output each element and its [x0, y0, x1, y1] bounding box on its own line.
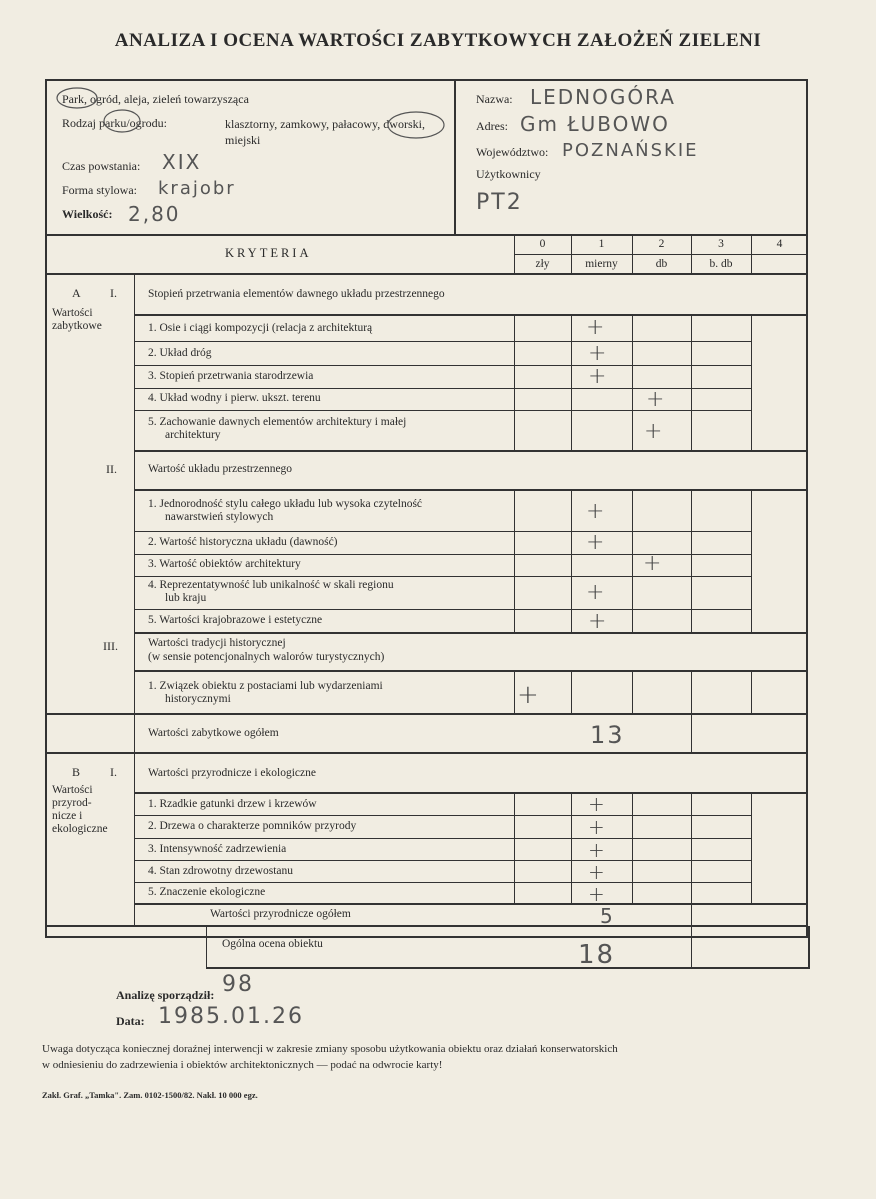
total-a-value: 13: [590, 721, 625, 749]
analyst-label: Analizę sporządził:: [116, 988, 215, 1002]
row-label: 2. Układ dróg: [148, 347, 212, 359]
note-line-1: Uwaga dotycząca koniecznej doraźnej interwencji w zakresie zmiany sposobu użytkowania obiektu oraz działań konserwatorskich: [42, 1043, 618, 1055]
date-label: Data:: [116, 1014, 145, 1028]
forma-value: krajobr: [158, 178, 236, 199]
wojewodztwo-value: POZNAŃSKIE: [562, 140, 699, 161]
uzytkownicy-label: Użytkownicy: [476, 167, 541, 181]
section-b-name-3: nicze i: [52, 810, 83, 822]
nazwa-label: Nazwa:: [476, 92, 513, 106]
row-label: 4. Układ wodny i pierw. ukszt. terenu: [148, 392, 321, 404]
section-a-name-1: Wartości: [52, 307, 93, 319]
row-label: 3. Stopień przetrwania starodrzewia: [148, 370, 314, 382]
row-label-2: historycznymi: [165, 693, 231, 705]
score-2: 2: [658, 238, 665, 250]
score-mark: +: [588, 838, 605, 862]
analyst-value: 98: [222, 972, 254, 997]
score-mark: +: [646, 387, 665, 412]
kryteria-header: KRYTERIA: [225, 246, 312, 260]
nazwa-value: LEDNOGÓRA: [530, 85, 676, 109]
score-mark: +: [588, 609, 607, 634]
score-mark: +: [517, 680, 539, 710]
section-a-letter: A: [72, 286, 81, 300]
dworski-circle: [386, 108, 446, 144]
score-mark: +: [586, 315, 605, 340]
score-1: 1: [598, 238, 605, 250]
score-name-3: b. db: [709, 258, 733, 270]
score-mark: +: [644, 419, 663, 444]
rodzaj-options-2: miejski: [225, 133, 261, 147]
group-2-title: Wartość układu przestrzennego: [148, 463, 293, 475]
row-label: 5. Wartości krajobrazowe i estetyczne: [148, 614, 323, 626]
wojewodztwo-label: Województwo:: [476, 145, 549, 159]
park-circle: [55, 84, 100, 110]
adres-value: Gm ŁUBOWO: [520, 112, 670, 136]
score-mark: +: [643, 551, 662, 576]
section-b-name-1: Wartości: [52, 784, 93, 796]
row-b-label: 4. Stan zdrowotny drzewostanu: [148, 865, 293, 877]
page-title: ANALIZA I OCENA WARTOŚCI ZABYTKOWYCH ZAŁOŻEŃ ZIELENI: [114, 30, 762, 51]
section-b-roman: I.: [110, 765, 117, 779]
score-mark: +: [586, 499, 605, 524]
row-b-label: 2. Drzewa o charakterze pomników przyrody: [148, 820, 357, 832]
uzytkownicy-value: PT2: [476, 190, 523, 215]
czas-value: XIX: [162, 150, 202, 174]
score-mark: +: [586, 580, 605, 605]
date-value: 1985.01.26: [158, 1004, 304, 1029]
park-type-line: Park, ogród, aleja, zieleń towarzysząca: [62, 92, 249, 106]
score-name-2: db: [655, 258, 668, 270]
group-3-title: Wartości tradycji historycznej: [148, 637, 286, 649]
wielkosc-label: Wielkość:: [62, 207, 113, 221]
score-0: 0: [539, 238, 546, 250]
section-b-name-4: ekologiczne: [52, 823, 108, 835]
row-label: 1. Jednorodność stylu całego układu lub wysoka czytelność: [148, 498, 423, 510]
score-mark: +: [588, 860, 605, 884]
rodzaj-options: klasztorny, zamkowy, pałacowy, dworski,: [225, 117, 425, 131]
row-label-2: lub kraju: [165, 592, 207, 604]
row-b-label: 1. Rzadkie gatunki drzew i krzewów: [148, 798, 317, 810]
score-mark: +: [588, 815, 605, 839]
forma-label: Forma stylowa:: [62, 183, 137, 197]
row-label: 1. Związek obiektu z postaciami lub wydarzeniami: [148, 680, 383, 692]
total-b-value: 5: [600, 904, 615, 928]
row-label: 1. Osie i ciągi kompozycji (relacja z architekturą: [148, 322, 373, 334]
row-label: 4. Reprezentatywność lub unikalność w skali regionu: [148, 579, 394, 591]
score-mark: +: [586, 530, 605, 555]
score-mark: +: [588, 882, 605, 906]
row-label: 3. Wartość obiektów architektury: [148, 558, 301, 570]
row-label-2: architektury: [165, 429, 221, 441]
score-name-1: mierny: [585, 258, 618, 270]
row-label-2: nawarstwień stylowych: [165, 511, 274, 523]
section-b-title: Wartości przyrodnicze i ekologiczne: [148, 767, 316, 779]
score-3: 3: [718, 238, 724, 250]
printer-info: Zakł. Graf. „Tamka". Zam. 0102-1500/82. Nakł. 10 000 egz.: [42, 1090, 258, 1100]
adres-label: Adres:: [476, 119, 508, 133]
section-a-roman: I.: [110, 286, 117, 300]
group-2-roman: II.: [106, 462, 117, 476]
score-mark: +: [588, 792, 605, 816]
overall-label: Ogólna ocena obiektu: [222, 938, 323, 950]
total-b-label: Wartości przyrodnicze ogółem: [210, 908, 351, 920]
section-b-letter: B: [72, 765, 81, 779]
parku-circle: [102, 106, 142, 134]
group-3-roman: III.: [103, 639, 118, 653]
score-name-0: zły: [535, 258, 550, 270]
total-a-label: Wartości zabytkowe ogółem: [148, 727, 279, 739]
section-a-name-2: zabytkowe: [52, 320, 102, 332]
group-1-title: Stopień przetrwania elementów dawnego układu przestrzennego: [148, 288, 445, 300]
group-3-title-2: (w sensie potencjonalnych walorów turystycznych): [148, 651, 385, 663]
score-mark: +: [588, 341, 607, 366]
wielkosc-value: 2,80: [128, 202, 181, 226]
row-b-label: 5. Znaczenie ekologiczne: [148, 886, 266, 898]
row-b-label: 3. Intensywność zadrzewienia: [148, 843, 287, 855]
score-mark: +: [588, 364, 607, 389]
czas-label: Czas powstania:: [62, 159, 141, 173]
score-4: 4: [776, 238, 783, 250]
section-b-name-2: przyrod-: [52, 797, 92, 809]
overall-value: 18: [578, 940, 616, 970]
row-label: 5. Zachowanie dawnych elementów architektury i małej: [148, 416, 407, 428]
note-line-2: w odniesieniu do zadrzewienia i obiektów architektonicznych — podać na odwrocie karty!: [42, 1059, 443, 1071]
row-label: 2. Wartość historyczna układu (dawność): [148, 536, 338, 548]
rodzaj-label: Rodzaj parku/ogrodu:: [62, 116, 167, 130]
